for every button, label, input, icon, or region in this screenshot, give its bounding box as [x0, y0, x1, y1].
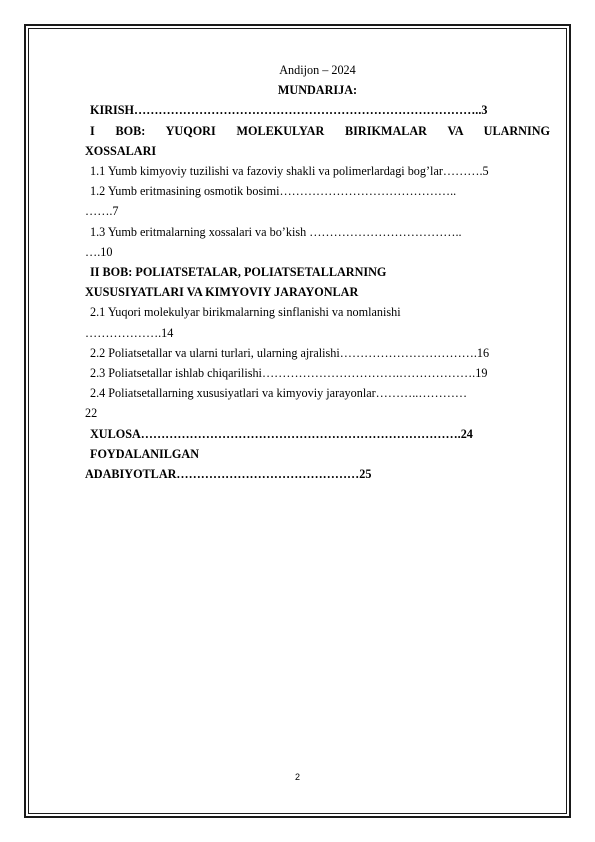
toc-entry-introduction: KIRISH…………………………………………………………………………..3: [90, 103, 488, 118]
toc-entry-1-1: 1.1 Yumb kimyoviy tuzilishi va fazoviy shakli va polimerlardagi bog’lar……….5: [90, 164, 489, 179]
page-number: 2: [294, 772, 300, 782]
toc-entry-chapter-1-continued: XOSSALARI: [85, 143, 157, 158]
toc-entry-2-4: 2.4 Poliatsetallarning xususiyatlari va kimyoviy jarayonlar………..…………: [90, 386, 468, 401]
toc-entry-1-2: 1.2 Yumb eritmasining osmotik bosimi……………………………………..: [90, 184, 457, 199]
document-body: [85, 60, 550, 484]
toc-entry-2-3: 2.3 Poliatsetallar ishlab chiqarilishi…………………………….……………….19: [90, 366, 488, 381]
toc-entry-1-3: 1.3 Yumb eritmalarning xossalari va bo’kish ………………………………..: [90, 224, 462, 239]
toc-entry-references: FOYDALANILGAN: [90, 446, 200, 461]
city-year-heading: Andijon – 2024: [279, 63, 356, 77]
toc-entry-2-2: 2.2 Poliatsetallar va ularni turlari, ularning ajralishi…………………………….16: [90, 345, 490, 360]
toc-entry-2-1: 2.1 Yuqori molekulyar birikmalarning sinflanishi va nomlanishi: [90, 305, 401, 320]
toc-entry-1-3-continued: ….10: [85, 244, 113, 259]
toc-entry-chapter-2-continued: XUSUSIYATLARI VA KIMYOVIY JARAYONLAR: [85, 285, 359, 300]
toc-entry-chapter-1: I BOB: YUQORI MOLEKULYAR BIRIKMALAR VA ULARNING: [90, 123, 550, 138]
toc-entry-2-4-continued: 22: [85, 406, 98, 421]
toc-entry-chapter-2: II BOB: POLIATSETALAR, POLIATSETALLARNING: [90, 265, 387, 280]
toc-entry-references-continued: ADABIYOTLAR………………………………………25: [85, 467, 372, 482]
toc-entry-2-1-continued: ……………….14: [85, 325, 174, 340]
toc-entry-conclusion: XULOSA…………………………………………………………………….24: [90, 426, 473, 441]
toc-entry-1-2-continued: …….7: [85, 204, 119, 219]
contents-title: MUNDARIJA:: [277, 83, 358, 98]
